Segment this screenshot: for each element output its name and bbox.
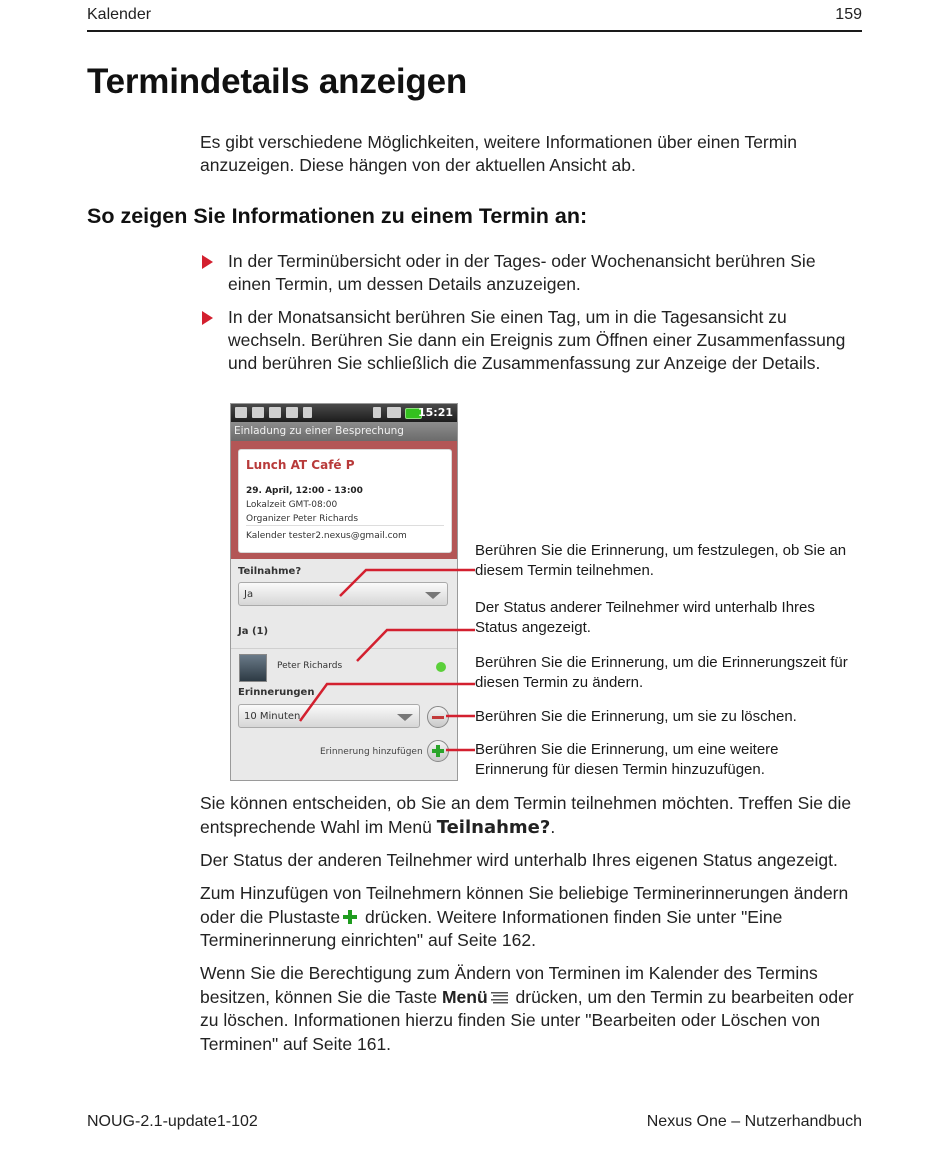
remove-reminder-button[interactable]: [427, 706, 449, 728]
attendee-status-icon: [436, 662, 446, 672]
warning-icon: [286, 407, 298, 418]
minus-icon: [432, 716, 444, 719]
phone-screenshot: [230, 403, 458, 781]
accepted-count-label: Ja (1): [238, 626, 269, 637]
step-text: In der Monatsansicht berühren Sie einen Tag, um in die Tagesansicht zu wechseln. Berühren Sie dann ein Ereignis zum Öffnen einer Zusammenfassung und berühren Sie schließlich die Zusammenfassung zur Anzeige der Details.: [228, 307, 846, 373]
event-summary-card: [238, 449, 452, 553]
document-id: NOUG-2.1-update1-102: [87, 1113, 258, 1130]
procedure-heading: So zeigen Sie Informationen zu einem Termin an:: [87, 204, 588, 228]
callout-add: Berühren Sie die Erinnerung, um eine weitere Erinnerung für diesen Termin hinzuzufügen.: [475, 741, 779, 778]
bullet-triangle-icon: [202, 255, 213, 269]
avatar: [239, 654, 267, 682]
steps-list: [200, 250, 862, 385]
attendee-row[interactable]: [231, 648, 457, 685]
paragraph-edit: Wenn Sie die Berechtigung zum Ändern von Terminen im Kalender des Termins besitzen, können Sie die Taste Menü drücken, um den Termin zu bearbeiten oder zu löschen. Informationen hierzu finden Sie unter "Bearbeiten oder Löschen von Terminen" auf Seite 161.: [200, 963, 854, 1054]
status-bar: [231, 404, 457, 422]
mail-icon: [269, 407, 281, 418]
add-reminder-button[interactable]: [427, 740, 449, 762]
page-number: 159: [835, 6, 862, 23]
callout-attend: Berühren Sie die Erinnerung, um festzulegen, ob Sie an diesem Termin teilnehmen.: [475, 542, 847, 579]
intro-paragraph: Es gibt verschiedene Möglichkeiten, weitere Informationen über einen Termin anzuzeigen. Diese hängen von der aktuellen Ansicht ab.: [200, 132, 797, 175]
attendee-name: Peter Richards: [277, 661, 343, 671]
event-calendar: Kalender tester2.nexus@gmail.com: [246, 531, 407, 541]
chevron-down-icon: [425, 592, 441, 599]
section-name: Kalender: [87, 6, 152, 23]
screen-title: Einladung zu einer Besprechung: [231, 422, 457, 441]
event-timezone: Lokalzeit GMT-08:00: [246, 500, 338, 510]
step-text: In der Terminübersicht oder in der Tages- oder Wochenansicht berühren Sie einen Termin, um dessen Details anzuzeigen.: [228, 251, 816, 294]
event-date: 29. April, 12:00 - 13:00: [246, 486, 363, 496]
data-icon: [373, 407, 381, 418]
step-item: [200, 250, 862, 296]
divider: [246, 525, 444, 526]
paragraph-status: Der Status der anderen Teilnehmer wird unterhalb Ihres eigenen Status angezeigt.: [200, 850, 838, 870]
manual-title: Nexus One – Nutzerhandbuch: [646, 1113, 862, 1130]
callout-status: Der Status anderer Teilnehmer wird unterhalb Ihres Status angezeigt.: [475, 599, 815, 636]
reminder-dropdown[interactable]: [238, 704, 420, 728]
signal-icon: [387, 407, 401, 418]
calendar-icon: [252, 407, 264, 418]
usb-icon: [303, 407, 312, 418]
voicemail-icon: [235, 407, 247, 418]
callout-remove: Berühren Sie die Erinnerung, um sie zu löschen.: [475, 708, 797, 725]
paragraph-attend: Sie können entscheiden, ob Sie an dem Termin teilnehmen möchten. Treffen Sie die entsprechende Wahl im Menü Teilnahme?.: [200, 793, 852, 838]
step-item: [200, 306, 862, 375]
plus-icon: [343, 910, 357, 924]
chevron-down-icon: [397, 714, 413, 721]
attend-label: Teilnahme?: [238, 566, 302, 577]
attend-dropdown[interactable]: [238, 582, 448, 606]
running-footer: [87, 1113, 862, 1131]
bullet-triangle-icon: [202, 311, 213, 325]
event-organizer: Organizer Peter Richards: [246, 514, 359, 524]
running-header: [87, 4, 862, 32]
menu-key-name: Menü: [441, 986, 488, 1007]
menu-icon: [491, 992, 508, 1004]
reminders-label: Erinnerungen: [238, 687, 315, 698]
reminder-value: 10 Minuten: [244, 711, 301, 722]
add-reminder-label: Erinnerung hinzufügen: [320, 747, 423, 757]
menu-name: Teilnahme?: [436, 816, 551, 838]
page-title: Termindetails anzeigen: [87, 62, 468, 101]
clock: 15:21: [417, 406, 453, 419]
attend-value: Ja: [244, 589, 254, 600]
event-title: Lunch AT Café P: [246, 458, 355, 472]
paragraph-add: Zum Hinzufügen von Teilnehmern können Sie beliebige Terminerinnerungen ändern oder die Plustaste drücken. Weitere Informationen finden Sie unter "Eine Terminerinnerung einrichten" auf Seite 162.: [200, 883, 849, 950]
callout-reminder-time: Berühren Sie die Erinnerung, um die Erinnerungszeit für diesen Termin zu ändern.: [475, 654, 848, 691]
